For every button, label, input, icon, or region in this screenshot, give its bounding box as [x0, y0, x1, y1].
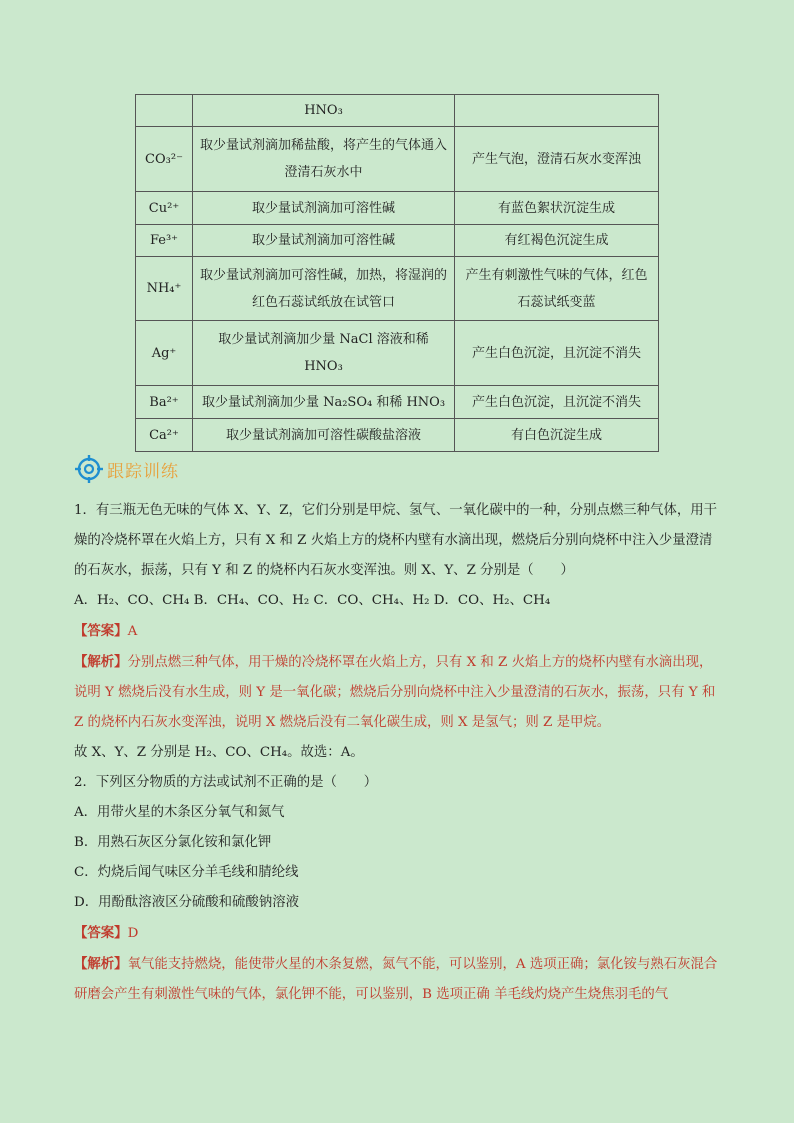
method-cell: 取少量试剂滴加可溶性碱，加热，将湿润的红色石蕊试纸放在试管口 [193, 257, 455, 321]
table-row [136, 192, 659, 225]
method-cell: HNO₃ [193, 95, 455, 127]
method-cell: 取少量试剂滴加可溶性碳酸盐溶液 [193, 419, 455, 452]
ion-cell: NH₄⁺ [136, 257, 193, 321]
table-row [136, 95, 659, 127]
method-cell: 取少量试剂滴加可溶性碱 [193, 225, 455, 257]
phenomenon-cell: 产生白色沉淀，且沉淀不消失 [455, 321, 659, 386]
ion-cell: Ca²⁺ [136, 419, 193, 452]
phenomenon-cell: 有白色沉淀生成 [455, 419, 659, 452]
exercise-content [74, 496, 724, 1010]
table-row [136, 225, 659, 257]
method-cell: 取少量试剂滴加少量 Na₂SO₄ 和稀 HNO₃ [193, 386, 455, 419]
section-title: 跟踪训练 [107, 461, 179, 482]
table-row [136, 127, 659, 192]
question-2-stem: 2．下列区分物质的方法或试剂不正确的是（ ） [74, 775, 378, 790]
phenomenon-cell: 产生有刺激性气味的气体，红色石蕊试纸变蓝 [455, 257, 659, 321]
answer-tag: 【答案】 [74, 925, 128, 941]
analysis-tag: 【解析】 [74, 956, 128, 972]
table-row [136, 321, 659, 386]
analysis-tag: 【解析】 [74, 654, 128, 670]
question-2-option-b: B．用熟石灰区分氯化铵和氯化钾 [74, 835, 272, 850]
method-cell: 取少量试剂滴加稀盐酸，将产生的气体通入澄清石灰水中 [193, 127, 455, 192]
ion-test-table [135, 94, 659, 452]
table-row [136, 419, 659, 452]
phenomenon-cell: 产生白色沉淀，且沉淀不消失 [455, 386, 659, 419]
question-1-stem: 1．有三瓶无色无味的气体 X、Y、Z，它们分别是甲烷、氢气、一氧化碳中的一种，分别点燃三种气体，用干燥的冷烧杯罩在火焰上方，只有 X 和 Z 火焰上方的烧杯内壁有水滴出现，燃烧后分别向烧杯中注入少量澄清的石灰水，振荡，只有 Y 和 Z 的烧杯内石灰水变浑浊。则 X、Y、Z 分别是（ ） [74, 503, 718, 578]
phenomenon-cell: 有红褐色沉淀生成 [455, 225, 659, 257]
phenomenon-cell: 有蓝色絮状沉淀生成 [455, 192, 659, 225]
ion-cell: Ag⁺ [136, 321, 193, 386]
table-row [136, 257, 659, 321]
phenomenon-cell: 产生气泡，澄清石灰水变浑浊 [455, 127, 659, 192]
question-2-option-d: D．用酚酞溶液区分硫酸和硫酸钠溶液 [74, 895, 299, 910]
question-2-analysis [74, 949, 724, 1010]
question-1-analysis [74, 647, 724, 738]
question-1-answer [74, 616, 724, 647]
question-2-option-c: C．灼烧后闻气味区分羊毛线和腈纶线 [74, 865, 299, 880]
answer-value: A [127, 624, 138, 639]
method-cell: 取少量试剂滴加可溶性碱 [193, 192, 455, 225]
analysis-text: 分别点燃三种气体，用干燥的冷烧杯罩在火焰上方，只有 X 和 Z 火焰上方的烧杯内壁有水滴出现，说明 Y 燃烧后没有水生成，则 Y 是一氧化碳；燃烧后分别向烧杯中注入少量澄清的石灰水，振荡，只有 Y 和 Z 的烧杯内石灰水变浑浊，说明 X 燃烧后没有二氧化碳生成，则 X 是氢气；则 Z 是甲烷。 [74, 655, 716, 730]
question-1-options: A．H₂、CO、CH₄ B．CH₄、CO、H₂ C．CO、CH₄、H₂ D．CO、H₂、CH₄ [74, 593, 551, 608]
answer-value: D [127, 926, 139, 941]
phenomenon-cell [455, 95, 659, 127]
section-header [74, 454, 179, 484]
question-1-conclusion: 故 X、Y、Z 分别是 H₂、CO、CH₄。故选：A。 [74, 745, 364, 760]
ion-cell [136, 95, 193, 127]
answer-tag: 【答案】 [74, 623, 128, 639]
question-2-answer [74, 918, 724, 949]
ion-cell: Fe³⁺ [136, 225, 193, 257]
analysis-text: 氧气能支持燃烧，能使带火星的木条复燃，氮气不能，可以鉴别，A 选项正确；氯化铵与熟石灰混合研磨会产生有刺激性气味的气体，氯化钾不能，可以鉴别，B 选项正确 羊毛线灼烧产生烧焦羽毛的气 [74, 957, 718, 1002]
method-cell: 取少量试剂滴加少量 NaCl 溶液和稀 HNO₃ [193, 321, 455, 386]
ion-cell: CO₃²⁻ [136, 127, 193, 192]
ion-cell: Cu²⁺ [136, 192, 193, 225]
ion-cell: Ba²⁺ [136, 386, 193, 419]
table-row [136, 386, 659, 419]
target-icon [74, 454, 104, 484]
question-2-option-a: A．用带火星的木条区分氧气和氮气 [74, 805, 285, 820]
